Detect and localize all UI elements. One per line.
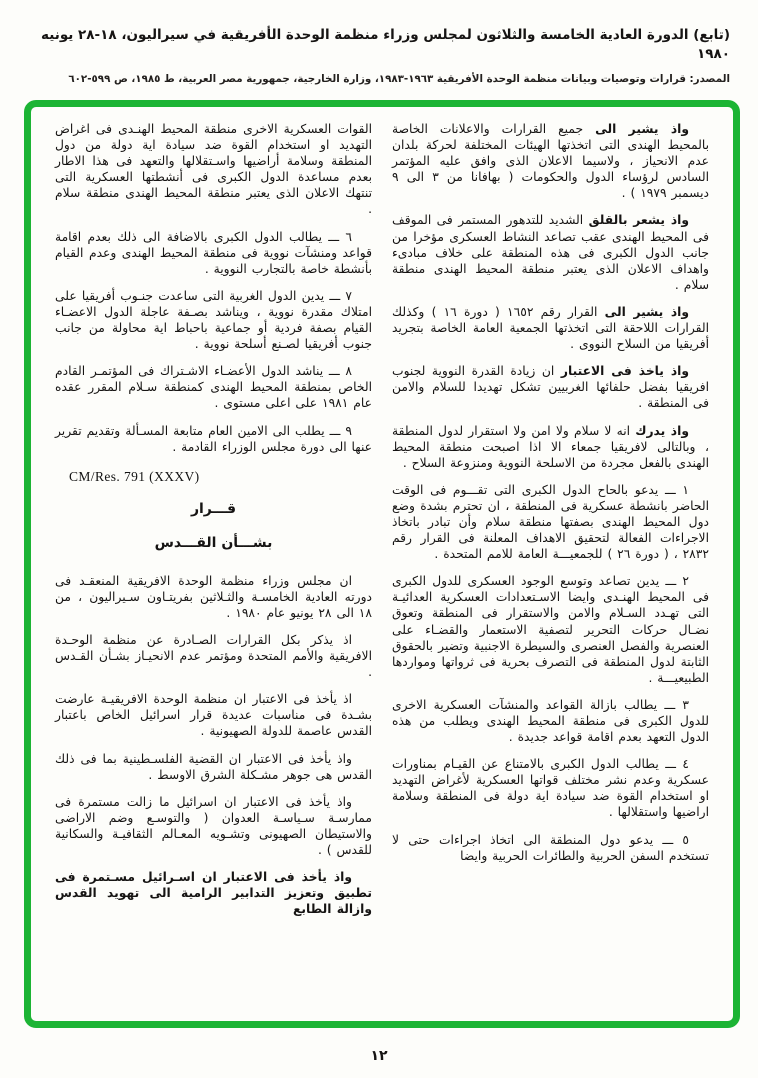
numbered-clause-5: ٥ ـــ يدعو دول المنطقة الى اتخاذ اجراءات حتى لا تستخدم السفن الحربية والطائرات الحربية وايضا — [392, 832, 709, 863]
paragraph: واذ يأخذ فى الاعتبار ان القضية الفلسـطينية بما فى ذلك القدس هى جوهر مشـكلة الشرق الاوسط . — [55, 751, 372, 782]
paragraph-lead: واذ يشير الى — [604, 304, 689, 319]
paragraph — [392, 423, 709, 471]
resolution-code: CM/Res. 791 (XXXV) — [69, 468, 200, 484]
paragraph: اذ يأخذ فى الاعتبار ان منظمة الوحدة الافريقيـة عارضت بشـدة فى مناسبات عديدة قرار اسرائيل الخاص باعتبار القدس عاصمة للدولة الصهيونية . — [55, 692, 372, 739]
page-number: ١٢ — [370, 1048, 388, 1064]
paragraph — [392, 363, 709, 411]
paragraph: واذ يأخذ فى الاعتبار ان اسرائيل ما زالت مستمرة فى ممارسـة سـياسـة العدوان ( والتوسـع وضم الاراضى والاستيطان الصهيونى وتشـويه المعـالم الثقافيـة والسكانية للقدس ) . — [55, 794, 372, 857]
paragraph-text: جميع القرارات والاعلانات الخاصة بالمحيط الهندى التى اتخذتها الهيئات المختلفة لحركة بلدان عدم الانحياز ، ولاسيما الاعلان الذى وافق عليه المؤتمر السادس لرؤساء الدول والحكومات ( بهافانا من ٣ الى ٩ ديسمبر ١٩٧٩ ) . — [392, 122, 709, 201]
numbered-clause-6: ٦ ـــ يطالب الدول الكبرى بالاضافة الى ذلك بعدم اقامة قواعد ومنشآت نووية فى منطقة المحيط الهندى وعدم القيام بأنشطة خاصة بالتجارب النووية . — [55, 229, 372, 276]
numbered-clause-2: ٢ ـــ يدين تصاعد وتوسع الوجود العسكرى للدول الكبرى فى المحيط الهنـدى وايضا الاسـتعدادات العسكرية العدائيـة التى تهـدد السـلام والامن والاستقرار فى المنطقة وتعوق نضـال حركات التحرير لتصفية الاستعمار والقضـاء على العنصرية والفصل العنصرى والسيطرة الاجنبية وتضير بالحقوق الثابتة لدول المنطقة فى التصرف بحرية فى ثرواتها ومواردها الطبيعيـــة . — [392, 574, 709, 685]
numbered-clause-7: ٧ ـــ يدين الدول الغربية التى ساعدت جنـوب أفريقيا على امتلاك مقدرة نووية ، ويناشد بصـفة عاجلة الدول الاعضـاء القيام بصفة فردية أو جماعية باحباط اية محاولة من جانب جنوب أفريقيا لصـنع أسلحة نووية . — [55, 288, 372, 352]
column-right — [392, 121, 709, 1011]
paragraph: اذ يذكر بكل القرارات الصـادرة عن منظمة الوحـدة الافريقية والأمم المتحدة ومؤتمر عدم الانحيـاز بشـأن القـدس . — [55, 632, 372, 680]
numbered-clause-1: ١ ـــ يدعو بالحاح الدول الكبرى التى تقـــوم فى الوقت الحاضر بانشطة عسكرية فى المنطقة ، ان تحترم بشدة وضع دول المحيط الهندى بصفتها منطقة سلام وأن تبادر باتخاذ الاجراءات الفعالة لتحقيق الاهداف المعلنة فى القرار رقم ٢٨٣٢ ، ( دورة ٢٦ ) للجمعيـــة العامة للامم المتحدة . — [392, 482, 709, 562]
column-left — [55, 121, 372, 1011]
paragraph-catchline: واذ يأخذ فى الاعتبار ان اسـرائيل مسـتمرة فى تطبيق وتعزيز التدابير الرامية الى تهويد القدس وازالة الطابع — [55, 870, 372, 917]
paragraph-lead: واذ يشير الى — [595, 122, 689, 136]
paragraph — [392, 212, 709, 292]
paragraph: ان مجلس وزراء منظمة الوحدة الافريقية المنعقـد فى دورته العادية الخامسـة والثـلاثين بفريتـاون سـيراليون ، من ١٨ الى ٢٨ يونيو عام ١٩٨٠ . — [55, 573, 372, 620]
paragraph-text: ان زيادة القدرة النووية لجنوب افريقيا بفضل حلفائها الغربيين تشكل تهديدا للسلام والامن فى المنطقة . — [392, 364, 709, 411]
numbered-clause-3: ٣ ـــ يطالب بازالة القواعد والمنشآت العسكرية الاخرى للدول الكبرى فى منطقة المحيط الهندى ويطلب من هذه الدول التعهد بعدم اقامة قواعد جديدة . — [392, 697, 709, 745]
header-source-line: المصدر: قرارات وتوصيات وبيانات منظمة الوحدة الأفريقية ١٩٦٣-١٩٨٣، وزارة الخارجية، جمهورية مصر العربية، ط ١٩٨٥، ص ٥٩٩-٦٠٢ — [68, 72, 730, 85]
numbered-clause-8: ٨ ـــ يناشد الدول الأعضـاء الاشـتراك فى المؤتمـر القادم الخاص بمنطقة المحيط الهندى كمنطقة سـلام المقرر عقده عام ١٩٨١ على اعلى مستوى . — [55, 364, 372, 411]
paragraph-lead: واذ يدرك — [635, 423, 689, 438]
paragraph — [392, 304, 709, 352]
paragraph-lead: واذ ياخذ فى الاعتبار — [560, 364, 689, 379]
paragraph-text: القرار رقم ١٦٥٢ ( دورة ١٦ ) وكذلك القرارات اللاحقة التى اتخذتها الجمعية العامة الخاصة بتجريد أفريقيا من السلاح النووى . — [392, 304, 709, 352]
page-header — [0, 0, 758, 87]
paragraph-lead: واذ يشعر بالقلق — [588, 213, 689, 228]
numbered-clause-4: ٤ ـــ يطالب الدول الكبرى بالامتناع عن القيـام بمناورات عسكرية وعدم نشر مختلف قواتها العسكرية لأغراض التهديد او استخدام القوة ضد سيادة اية دولة فى المنطقة وسلامة اراضيها واستقلالها . — [392, 757, 709, 820]
paragraph — [392, 121, 709, 201]
continuation-paragraph: القوات العسكرية الاخرى منطقة المحيط الهنـدى فى اغراض التهديد او استخدام القوة ضد سيادة اية دولة من دول المنطقة وسلامة أراضيها واسـتقلالها والتعهد فى هذا الاطار بعدم مساعدة الدول الكبرى فى أنشطتها العسكرية التى تنتهك الاعلان الذى يعتبر منطقة المحيط الهندى منطقة سلام . — [55, 122, 372, 217]
content-border-box — [24, 100, 740, 1028]
page-footer — [0, 1045, 758, 1064]
header-session-title: (تابع) الدورة العادية الخامسة والثلاثون لمجلس وزراء منظمة الوحدة الأفريقية في سيراليون، ١٨-٢٨ يونيه ١٩٨٠ — [41, 27, 730, 62]
paragraph-text: الشديد للتدهور المستمر فى الموقف فى المحيط الهندى عقب تصاعد النشاط العسكرى مؤخرا من جانب الدول الكبرى فى هذه المنطقة على خلاف مبادىء واهداف الاعلان الذى يعتبر منطقة المحيط الهندى منطقة سلام . — [392, 213, 709, 292]
resolution-subject-heading: بشـــأن القـــدس — [154, 534, 273, 551]
numbered-clause-9: ٩ ـــ يطلب الى الامين العام متابعة المسـألة وتقديم تقرير عنها الى دورة مجلس الوزراء القادمة . — [55, 423, 372, 454]
paragraph-text: انه لا سلام ولا امن ولا استقرار لدول المنطقة ، وبالتالى لافريقيا جمعاء الا اذا اصبحت منطقة المحيط الهندى بالفعل مجردة من الاسلحة النووية ومنزوعة السلاح . — [392, 423, 709, 470]
resolution-heading: قـــرار — [190, 500, 237, 517]
